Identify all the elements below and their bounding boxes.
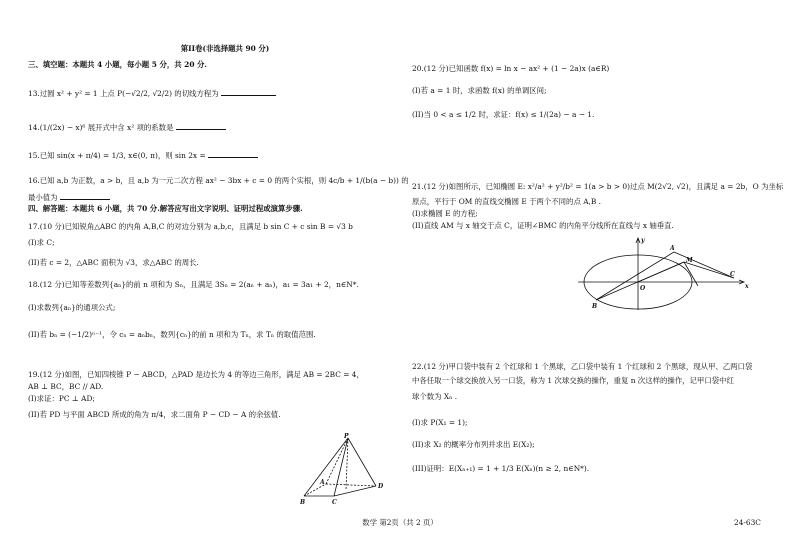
question-21-part-2: (II)直线 AM 与 x 轴交于点 C，证明∠BMC 的内角平分线所在直线与 x 轴垂直. (412, 221, 674, 230)
answer-blank[interactable] (176, 122, 226, 130)
question-20-part-1: (I)若 a = 1 时，求函数 f(x) 的单调区间; (412, 86, 547, 95)
exam-part-header: 第II卷(非选择题共 90 分) (180, 44, 270, 53)
pyramid-label-p: P (344, 433, 349, 440)
section-3-title: 三、填空题：本题共 4 小题，每小题 5 分，共 20 分. (28, 60, 208, 69)
ellipse-label-c: C (730, 271, 735, 278)
question-20-part-2: (II)当 0 < a ≤ 1/2 时，求证：f(x) ≤ 1/(2a) − a − 1. (412, 110, 595, 119)
question-14: 14.(1/(2x) − x)⁶ 展开式中含 x² 项的系数是 (28, 122, 226, 132)
question-19-stem-continued: AB ⊥ BC，BC // AD. (28, 382, 104, 391)
question-17-part-2: (II)若 c = 2，△ABC 面积为 √3，求△ABC 的周长. (28, 258, 199, 267)
question-15: 15.已知 sin(x + π/4) = 1/3, x∈(0, π)，则 sin 2x = (28, 150, 258, 160)
question-22-stem-continued-2: 球个数为 Xₙ . (412, 392, 458, 401)
answer-blank[interactable] (221, 88, 276, 96)
exam-code: 24-63C (734, 518, 761, 527)
ellipse-label-y: y (641, 237, 645, 244)
question-22-stem: 22.(12 分)甲口袋中装有 2 个红球和 1 个黑球，乙口袋中装有 1 个红球和 2 个黑球，现从甲、乙两口袋 (412, 362, 753, 371)
question-20-stem: 20.(12 分)已知函数 f(x) = ln x − ax² + (1 − 2a)x (a∈R) (412, 64, 610, 73)
question-21-part-1: (I)求椭圆 E 的方程; (412, 209, 478, 218)
answer-blank[interactable] (208, 150, 258, 158)
ellipse-label-a: A (670, 245, 675, 252)
question-18-part-2: (II)若 bₙ = (−1/2)ⁿ⁻¹，令 cₙ = aₙbₙ，数列{cₙ}的前 n 项和为 Tₙ，求 Tₙ 的取值范围. (28, 330, 316, 339)
question-22-part-3: (III)证明：E(Xₙ₊₁) = 1 + 1/3 E(Xₙ)(n ≥ 2, n∈N*). (412, 464, 590, 473)
pyramid-label-a: A (320, 479, 325, 486)
question-22-part-2: (II)求 X₂ 的概率分布列并求出 E(X₂); (412, 440, 535, 449)
ellipse-figure (574, 234, 754, 314)
pyramid-label-b: B (300, 499, 306, 506)
question-19-stem: 19.(12 分)如图，已知四棱锥 P − ABCD，△PAD 是边长为 4 的等边三角形，满足 AB = 2BC = 4， (28, 370, 364, 379)
page-footer: 数学 第2页（共 2 页） (362, 518, 438, 527)
question-17-stem: 17.(10 分)已知锐角△ABC 的内角 A,B,C 的对边分别为 a,b,c，且满足 b sin C + c sin B = √3 b (28, 222, 353, 231)
question-18-part-1: (I)求数列{aₙ}的通项公式; (28, 303, 116, 312)
question-17-part-1: (I)求 C; (28, 238, 55, 247)
question-22-stem-continued: 中各任取一个球交换放入另一口袋，称为 1 次球交换的操作，重复 n 次这样的操作，记甲口袋中红 (412, 376, 734, 385)
question-18-stem: 18.(12 分)已知等差数列{aₙ}的前 n 项和为 Sₙ，且满足 3Sₙ = 2(aₙ + aₙ)，a₁ = 3a₁ + 2，n∈N*. (28, 280, 359, 289)
ellipse-label-o: O (640, 285, 646, 292)
ellipse-label-x: x (745, 283, 749, 290)
ellipse-label-m: M (686, 257, 693, 264)
question-13: 13.过圆 x² + y² = 1 上点 P(−√2/2, √2/2) 的切线方程为 (28, 88, 276, 98)
pyramid-label-c: C (332, 499, 337, 506)
question-16: 16.已知 a,b 为正数，a > b，且 a,b 为一元二次方程 ax² − 3bx + c = 0 的两个实根，则 4c/b + 1/(b(a − b)) 的 (28, 176, 409, 185)
pyramid-label-d: D (378, 483, 384, 490)
answer-blank[interactable] (60, 192, 110, 200)
question-16-continued: 最小值为 (28, 192, 110, 202)
pyramid-figure (296, 432, 386, 506)
ellipse-label-b: B (592, 303, 598, 310)
question-22-part-1: (I)求 P(X₁ = 1); (412, 418, 468, 427)
question-19-part-1: (I)求证：PC ⊥ AD; (28, 394, 95, 403)
question-21-stem-continued: 原点，平行于 OM 的直线交椭圆 E 于两个不同的点 A,B . (412, 197, 602, 206)
section-4-title: 四、解答题：本题共 6 小题，共 70 分.解答应写出文字说明、证明过程或演算步骤. (28, 204, 303, 213)
question-19-part-2: (II)若 PD 与平面 ABCD 所成的角为 π/4，求二面角 P − CD − A 的余弦值. (28, 410, 281, 419)
question-21-stem: 21.(12 分)如图所示，已知椭圆 E: x²/a² + y²/b² = 1(a > b > 0)过点 M(2√2, √2)，且满足 a = 2b，O 为坐标 (412, 182, 784, 191)
